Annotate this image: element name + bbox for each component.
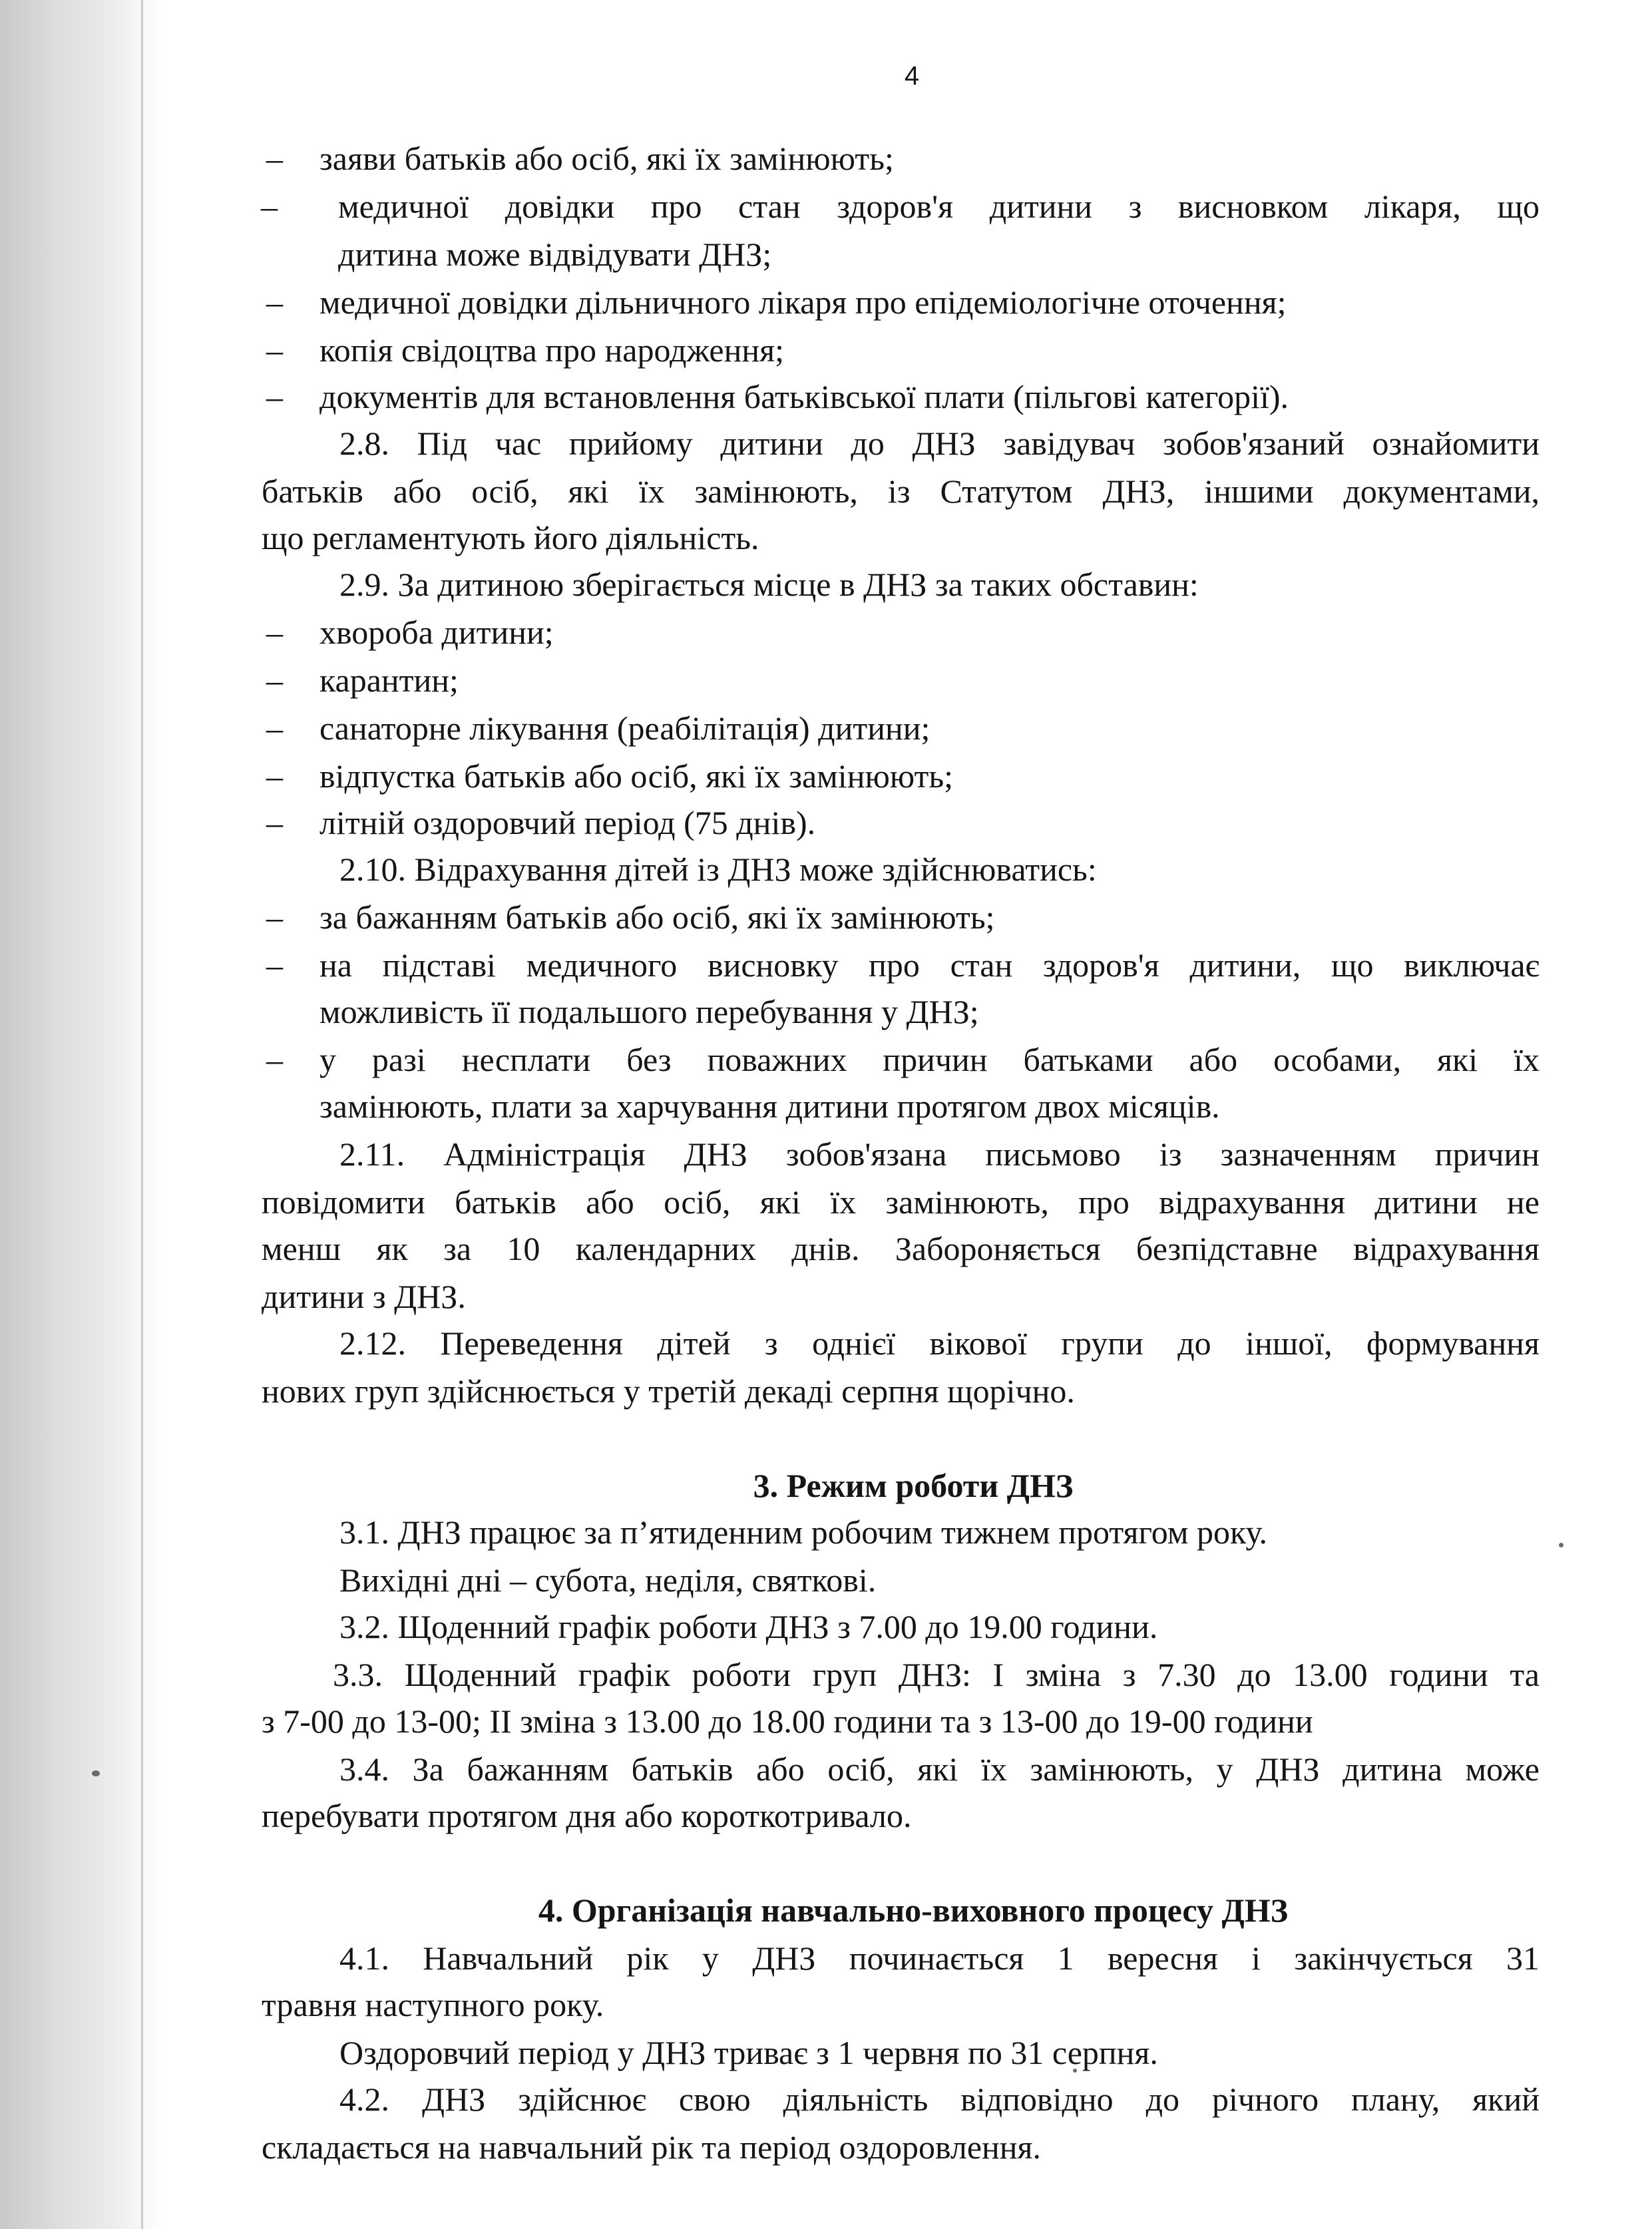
list-item: карантин;	[319, 662, 459, 699]
paragraph-3-1: Вихідні дні – субота, неділя, святкові.	[339, 1561, 877, 1599]
paragraph-4-2: 4.2. ДНЗ здійснює свою діяльність відповідно до річного плану, який	[339, 2081, 1540, 2118]
paragraph-2-8: 2.8. Під час прийому дитини до ДНЗ завідувач зобов'язаний ознайомити	[339, 425, 1540, 462]
list-dash: –	[266, 614, 283, 651]
paragraph-2-12: 2.12. Переведення дітей з однієї вікової групи до іншої, формування	[339, 1324, 1540, 1362]
list-dash: –	[266, 709, 283, 747]
scan-speck	[1559, 1543, 1563, 1547]
paragraph-4-2: складається на навчальний рік та період оздоровлення.	[262, 2128, 1042, 2166]
paragraph-2-11: повідомити батьків або осіб, які їх замінюють, про відрахування дитини не	[262, 1183, 1540, 1221]
list-item: на підставі медичного висновку про стан здоров'я дитини, що виключає	[319, 946, 1540, 984]
list-item: у разі несплати без поважних причин батьками або особами, які їх	[319, 1041, 1540, 1078]
list-item: літній оздоровчий період (75 днів).	[319, 804, 816, 841]
list-dash: –	[261, 188, 278, 225]
section-heading-4: 4. Організація навчально-виховного процесу ДНЗ	[538, 1892, 1289, 1929]
list-dash: –	[266, 140, 283, 177]
paragraph-3-4: перебувати протягом дня або короткотривало.	[262, 1797, 912, 1834]
paragraph-2-8: батьків або осіб, які їх замінюють, із Статутом ДНЗ, іншими документами,	[262, 473, 1540, 510]
scan-speck	[92, 1770, 100, 1776]
list-dash: –	[266, 1041, 283, 1078]
paragraph-3-3: з 7-00 до 13-00; ІІ зміна з 13.00 до 18.00 години та з 13-00 до 19-00 години	[262, 1703, 1313, 1740]
list-item-continuation: можливість її подальшого перебування у ДНЗ;	[319, 993, 979, 1030]
paragraph-2-11: дитини з ДНЗ.	[262, 1278, 466, 1315]
list-item: копія свідоцтва про народження;	[319, 331, 784, 369]
list-dash: –	[266, 899, 283, 936]
list-item-continuation: замінюють, плати за харчування дитини протягом двох місяців.	[319, 1088, 1220, 1125]
page-number: 4	[904, 61, 920, 91]
list-dash: –	[266, 284, 283, 321]
paragraph-4-1: 4.1. Навчальний рік у ДНЗ починається 1 вересня і закінчується 31	[339, 1939, 1540, 1977]
list-item: медичної довідки дільничного лікаря про епідеміологічне оточення;	[319, 284, 1287, 321]
paragraph-4-1: травня наступного року.	[262, 1986, 604, 2023]
list-item: санаторне лікування (реабілітація) дитини;	[319, 709, 930, 747]
paragraph-2-8: що регламентують його діяльність.	[262, 519, 759, 556]
section-heading-3: 3. Режим роботи ДНЗ	[753, 1467, 1074, 1504]
paragraph-3-1: 3.1. ДНЗ працює за п’ятиденним робочим тижнем протягом року.	[339, 1514, 1268, 1551]
list-dash: –	[266, 331, 283, 369]
paragraph-2-12: нових груп здійснюється у третій декаді серпня щорічно.	[262, 1372, 1075, 1410]
list-item: хвороба дитини;	[319, 614, 554, 651]
list-dash: –	[266, 662, 283, 699]
paragraph-2-11: 2.11. Адміністрація ДНЗ зобов'язана письмово із зазначенням причин	[339, 1135, 1540, 1173]
list-item: за бажанням батьків або осіб, які їх замінюють;	[319, 899, 995, 936]
list-item: відпустка батьків або осіб, які їх замінюють;	[319, 757, 954, 795]
paragraph-2-9: 2.9. За дитиною зберігається місце в ДНЗ за таких обставин:	[339, 566, 1199, 603]
list-dash: –	[266, 946, 283, 984]
paragraph-3-3: 3.3. Щоденний графік роботи груп ДНЗ: І зміна з 7.30 до 13.00 години та	[333, 1656, 1540, 1693]
list-item: медичної довідки про стан здоров'я дитини з висновком лікаря, що	[338, 188, 1540, 225]
list-item: документів для встановлення батьківської плати (пільгові категорії).	[319, 378, 1289, 415]
list-dash: –	[266, 757, 283, 795]
paragraph-4-1: Оздоровчий період у ДНЗ триває з 1 червня по 31 серпня.	[339, 2034, 1158, 2071]
list-dash: –	[266, 378, 283, 415]
list-dash: –	[266, 804, 283, 841]
list-item: заяви батьків або осіб, які їх замінюють;	[319, 140, 894, 177]
list-item-continuation: дитина може відвідувати ДНЗ;	[338, 236, 772, 273]
paragraph-3-2: 3.2. Щоденний графік роботи ДНЗ з 7.00 до 19.00 години.	[339, 1608, 1158, 1645]
paragraph-2-11: менш як за 10 календарних днів. Забороняється безпідставне відрахування	[262, 1230, 1540, 1267]
paragraph-2-10: 2.10. Відрахування дітей із ДНЗ може здійснюватись:	[339, 851, 1097, 888]
spine-fold-line	[141, 0, 143, 2229]
paragraph-3-4: 3.4. За бажанням батьків або осіб, які їх замінюють, у ДНЗ дитина може	[339, 1750, 1540, 1788]
